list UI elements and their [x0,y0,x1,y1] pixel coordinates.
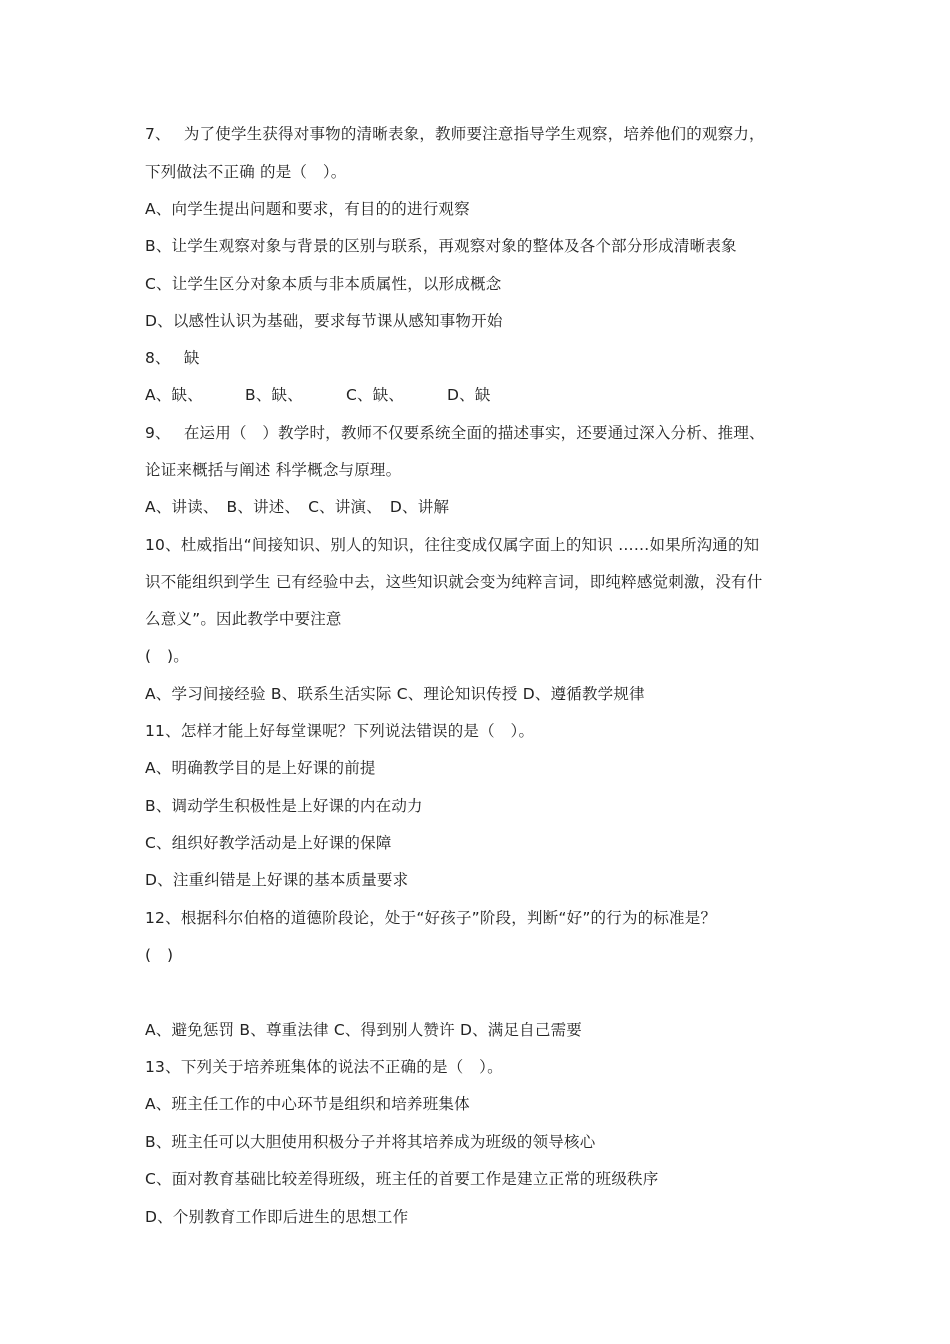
q12-answer-blank: ( ) [145,946,174,964]
q11-option-a: A、明确教学目的是上好课的前提 [145,759,376,777]
q10-options: A、学习间接经验 B、联系生活实际 C、理论知识传授 D、遵循教学规律 [145,685,645,703]
q7-option-b: B、让学生观察对象与背景的区别与联系，再观察对象的整体及各个部分形成清晰表象 [145,237,737,255]
q13-option-a: A、班主任工作的中心环节是组织和培养班集体 [145,1095,470,1113]
q12-stem: 12、根据科尔伯格的道德阶段论，处于“好孩子”阶段，判断“好”的行为的标准是？ [145,909,717,927]
q8-option-a: A、缺、 [145,386,203,404]
q13-option-b: B、班主任可以大胆使用积极分子并将其培养成为班级的领导核心 [145,1133,596,1151]
q9-stem-line-2: 论证来概括与阐述 科学概念与原理。 [145,461,402,479]
q11-stem: 11、怎样才能上好每堂课呢？下列说法错误的是（ ）。 [145,722,535,740]
q10-stem-line-3: 么意义”。因此教学中要注意 [145,610,342,628]
q13-option-c: C、面对教育基础比较差得班级，班主任的首要工作是建立正常的班级秩序 [145,1170,659,1188]
q8-stem: 8、 缺 [145,349,200,367]
q7-stem-line-1: 7、 为了使学生获得对事物的清晰表象，教师要注意指导学生观察，培养他们的观察力， [145,125,765,143]
q10-stem-line-2: 识不能组织到学生 已有经验中去，这些知识就会变为纯粹言词，即纯粹感觉刺激，没有什 [145,573,763,591]
q8-option-d: D、缺 [447,386,491,404]
q9-options: A、讲读、 B、讲述、 C、讲演、 D、讲解 [145,498,450,516]
q11-option-d: D、注重纠错是上好课的基本质量要求 [145,871,409,889]
q9-stem-line-1: 9、 在运用（ ）教学时，教师不仅要系统全面的描述事实，还要通过深入分析、推理、 [145,424,765,442]
q8-options [145,385,825,405]
q7-stem-line-2: 下列做法不正确 的是（ ）。 [145,163,347,181]
q8-option-c: C、缺、 [346,386,405,404]
q7-option-c: C、让学生区分对象本质与非本质属性，以形成概念 [145,275,502,293]
q7-option-d: D、以感性认识为基础，要求每节课从感知事物开始 [145,312,503,330]
q11-option-c: C、组织好教学活动是上好课的保障 [145,834,392,852]
q8-option-b: B、缺、 [245,386,303,404]
q10-answer-blank: ( )。 [145,647,189,665]
q11-option-b: B、调动学生积极性是上好课的内在动力 [145,797,423,815]
q13-option-d: D、个别教育工作即后进生的思想工作 [145,1208,409,1226]
q12-options: A、避免惩罚 B、尊重法律 C、得到别人赞许 D、满足自己需要 [145,1021,582,1039]
q7-option-a: A、向学生提出问题和要求，有目的的进行观察 [145,200,470,218]
q10-stem-line-1: 10、杜威指出“间接知识、别人的知识，往往变成仅属字面上的知识 ……如果所沟通的知 [145,536,760,554]
q13-stem: 13、下列关于培养班集体的说法不正确的是（ ）。 [145,1058,503,1076]
